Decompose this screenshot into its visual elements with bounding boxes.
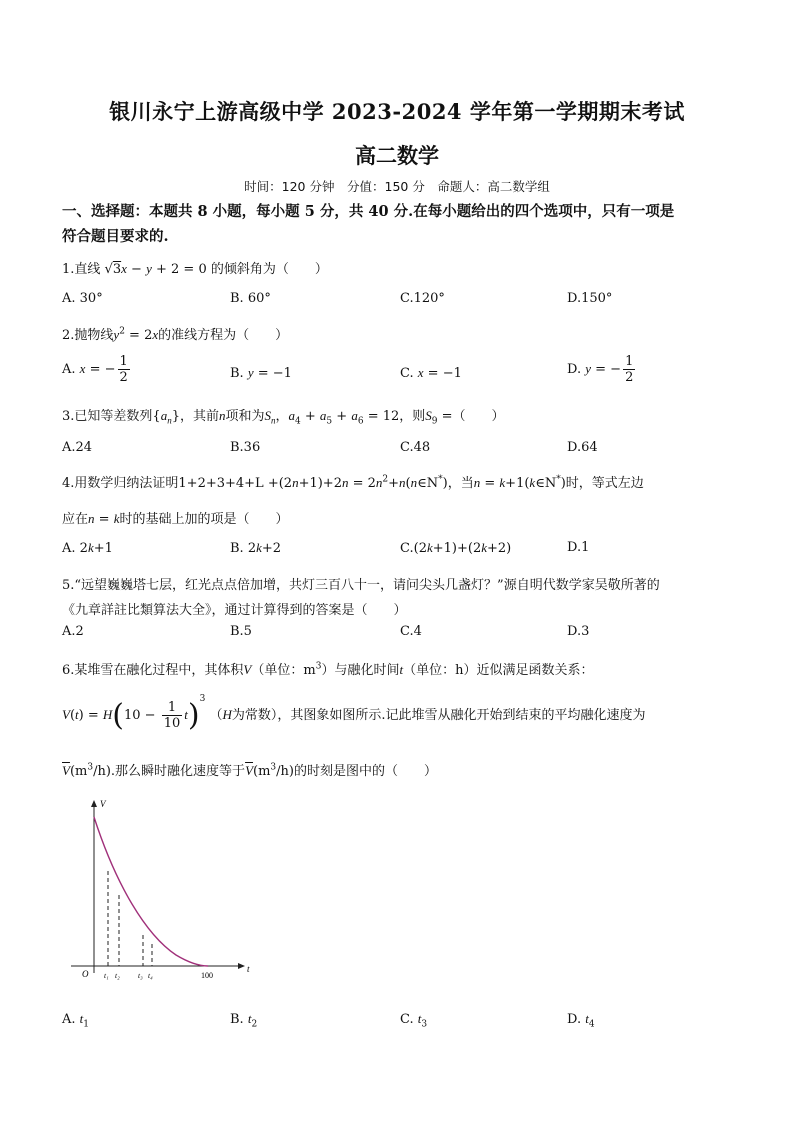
question-6-line1: 6.某堆雪在融化过程中，其体积V（单位：$m^3$）与融化时间t（单位：h）近似满足函数关系： bbox=[62, 661, 594, 678]
t1-label: t₁ bbox=[104, 971, 109, 980]
t3-label: t₃ bbox=[138, 971, 143, 980]
q3-mid4: ，则 bbox=[399, 409, 426, 424]
q2-prefix: 2.抛物线 bbox=[62, 328, 114, 343]
q6-option-d-label: D. bbox=[567, 1012, 582, 1027]
q4-option-b: B. 2k+2 bbox=[230, 540, 282, 556]
q2-option-b-label: B. bbox=[230, 366, 244, 381]
q1-option-a: A. 30° bbox=[62, 291, 103, 306]
question-3: 3.已知等差数列$\{a_n\}$，其前n项和为$S_n$，$a_4 + a_5 + a_6 = 12$，则$S_9$ =（ ） bbox=[62, 408, 505, 427]
q4-option-a: A. 2k+1 bbox=[62, 540, 113, 556]
q2-formula: $y^2 = 2x$ bbox=[113, 326, 159, 343]
q2-option-a: A. x = − $\frac{1}{2}$ bbox=[62, 354, 128, 385]
q5-option-a: A.2 bbox=[62, 624, 84, 639]
q3-prefix: 3.已知等差数列 bbox=[62, 409, 153, 424]
question-4-line2: 应在n = k时的基础上加的项是（ ） bbox=[62, 511, 289, 527]
q3-option-b: B.36 bbox=[230, 440, 261, 455]
q6-option-c: C. $t_3$ bbox=[400, 1011, 428, 1030]
q3-mid2: 项和为 bbox=[225, 409, 265, 424]
question-4: 4.用数学归纳法证明$1+2+3+4+L +(2n+1)+2n = 2n^2+n(n\in N^*)$，当n = k+1(k∈N*)时，等式左边 bbox=[62, 474, 644, 491]
question-6-line3: $\overline{V}(m^3/h)$.那么瞬时融化速度等于$\overline{V}(m^3/h)$的时刻是图中的（ ） bbox=[62, 762, 437, 779]
q3-option-c: C.48 bbox=[400, 440, 431, 455]
origin-label: O bbox=[82, 969, 89, 979]
q6-line3b: 的时刻是图中的（ ） bbox=[293, 764, 437, 779]
q6-option-c-label: C. bbox=[400, 1012, 414, 1027]
q4-option-c: C.(2k+1)+(2k+2) bbox=[400, 540, 512, 556]
melting-volume-graph bbox=[66, 795, 256, 990]
q1-option-d: D.150° bbox=[567, 291, 613, 306]
q6-option-a-label: A. bbox=[62, 1012, 76, 1027]
q6-line2a: （ bbox=[209, 708, 223, 723]
q2-option-b: B. y = −1 bbox=[230, 365, 292, 381]
v-label: V bbox=[100, 799, 106, 809]
q1-suffix: 的倾斜角为（ ） bbox=[210, 262, 328, 277]
q6-line1a: 6.某堆雪在融化过程中，其体积 bbox=[62, 663, 244, 678]
q6-line1c: ）与融化时间 bbox=[321, 663, 400, 678]
section-heading-line2: 符合题目要求的. bbox=[62, 228, 169, 245]
t-axis-arrow bbox=[238, 963, 245, 969]
q2-suffix: 的准线方程为（ ） bbox=[158, 328, 289, 343]
q2-option-c-label: C. bbox=[400, 366, 414, 381]
q6-option-d: D. $t_4$ bbox=[567, 1011, 595, 1030]
t2-label: t₂ bbox=[115, 971, 120, 980]
q3-mid1: ，其前 bbox=[179, 409, 219, 424]
q2-option-d: D. y = − $\frac{1}{2}$ bbox=[567, 354, 634, 385]
q5-option-c: C.4 bbox=[400, 624, 422, 639]
q6-line1d: （单位：h）近似满足函数关系： bbox=[403, 663, 594, 678]
t-label: t bbox=[247, 964, 250, 974]
q3-mid3: ， bbox=[275, 409, 289, 424]
q4-suffix: 时，等式左边 bbox=[565, 476, 644, 491]
q5-option-b: B.5 bbox=[230, 624, 252, 639]
t4-label: t₄ bbox=[148, 971, 153, 980]
q1-option-c: C.120° bbox=[400, 291, 445, 306]
q3-option-a: A.24 bbox=[62, 440, 93, 455]
section-heading-line1: 一、选择题：本题共 8 小题，每小题 5 分，共 40 分.在每小题给出的四个选项中，只有一项是 bbox=[62, 203, 675, 220]
q1-option-b: B. 60° bbox=[230, 291, 271, 306]
q1-formula: √3x − y + 2 = 0 bbox=[104, 261, 207, 277]
q4-option-c-label: C. bbox=[400, 541, 414, 556]
exam-title: 银川永宁上游高级中学 2023-2024 学年第一学期期末考试 bbox=[109, 99, 685, 124]
q2-option-c: C. x = −1 bbox=[400, 365, 462, 381]
question-2 bbox=[62, 324, 288, 343]
q4-prefix: 4.用数学归纳法证明 bbox=[62, 476, 179, 491]
q6-line2b: 为常数），其图象如图所示.记此堆雪从融化开始到结束的平均融化速度为 bbox=[231, 708, 646, 723]
volume-curve bbox=[94, 817, 208, 966]
question-5-line1: 5.“远望巍巍塔七层，红光点点倍加增，共灯三百八十一，请问尖头几盏灯？”源自明代数学家吴敬所著的 bbox=[62, 578, 660, 593]
question-5-line2: 《九章詳註比類算法大全》，通过计算得到的答案是（ ） bbox=[62, 603, 407, 618]
exam-info: 时间：120 分钟 分值：150 分 命题人：高二数学组 bbox=[244, 179, 550, 194]
q6-line1b: （单位： bbox=[251, 663, 304, 678]
q4-option-b-label: B. bbox=[230, 541, 244, 556]
question-6-line2: V(t) = H(10 − $\frac{1}{10}$ t)$^3$ （H为常数），其图象如图所示.记此堆雪从融化开始到结束的平均融化速度为 bbox=[62, 694, 646, 733]
q5-option-d: D.3 bbox=[567, 624, 590, 639]
q1-prefix: 1.直线 bbox=[62, 262, 101, 277]
q2-option-d-label: D. bbox=[567, 362, 582, 377]
q6-line3a: .那么瞬时融化速度等于 bbox=[110, 764, 246, 779]
q3-suffix: （ ） bbox=[452, 409, 505, 424]
question-1 bbox=[62, 258, 328, 277]
q4-line2b: 时的基础上加的项是（ ） bbox=[119, 512, 289, 527]
q6-option-a: A. $t_1$ bbox=[62, 1011, 90, 1030]
q2-option-a-label: A. bbox=[62, 362, 76, 377]
q3-option-d: D.64 bbox=[567, 440, 598, 455]
q4-line2a: 应在 bbox=[62, 512, 89, 527]
q4-option-d: D.1 bbox=[567, 540, 590, 555]
q4-mid: ，当 bbox=[447, 476, 474, 491]
exam-subtitle: 高二数学 bbox=[355, 143, 439, 168]
v-axis-arrow bbox=[91, 800, 97, 807]
q6-option-b: B. $t_2$ bbox=[230, 1011, 258, 1030]
q6-option-b-label: B. bbox=[230, 1012, 244, 1027]
q4-option-a-label: A. bbox=[62, 541, 76, 556]
end-label: 100 bbox=[201, 971, 213, 980]
